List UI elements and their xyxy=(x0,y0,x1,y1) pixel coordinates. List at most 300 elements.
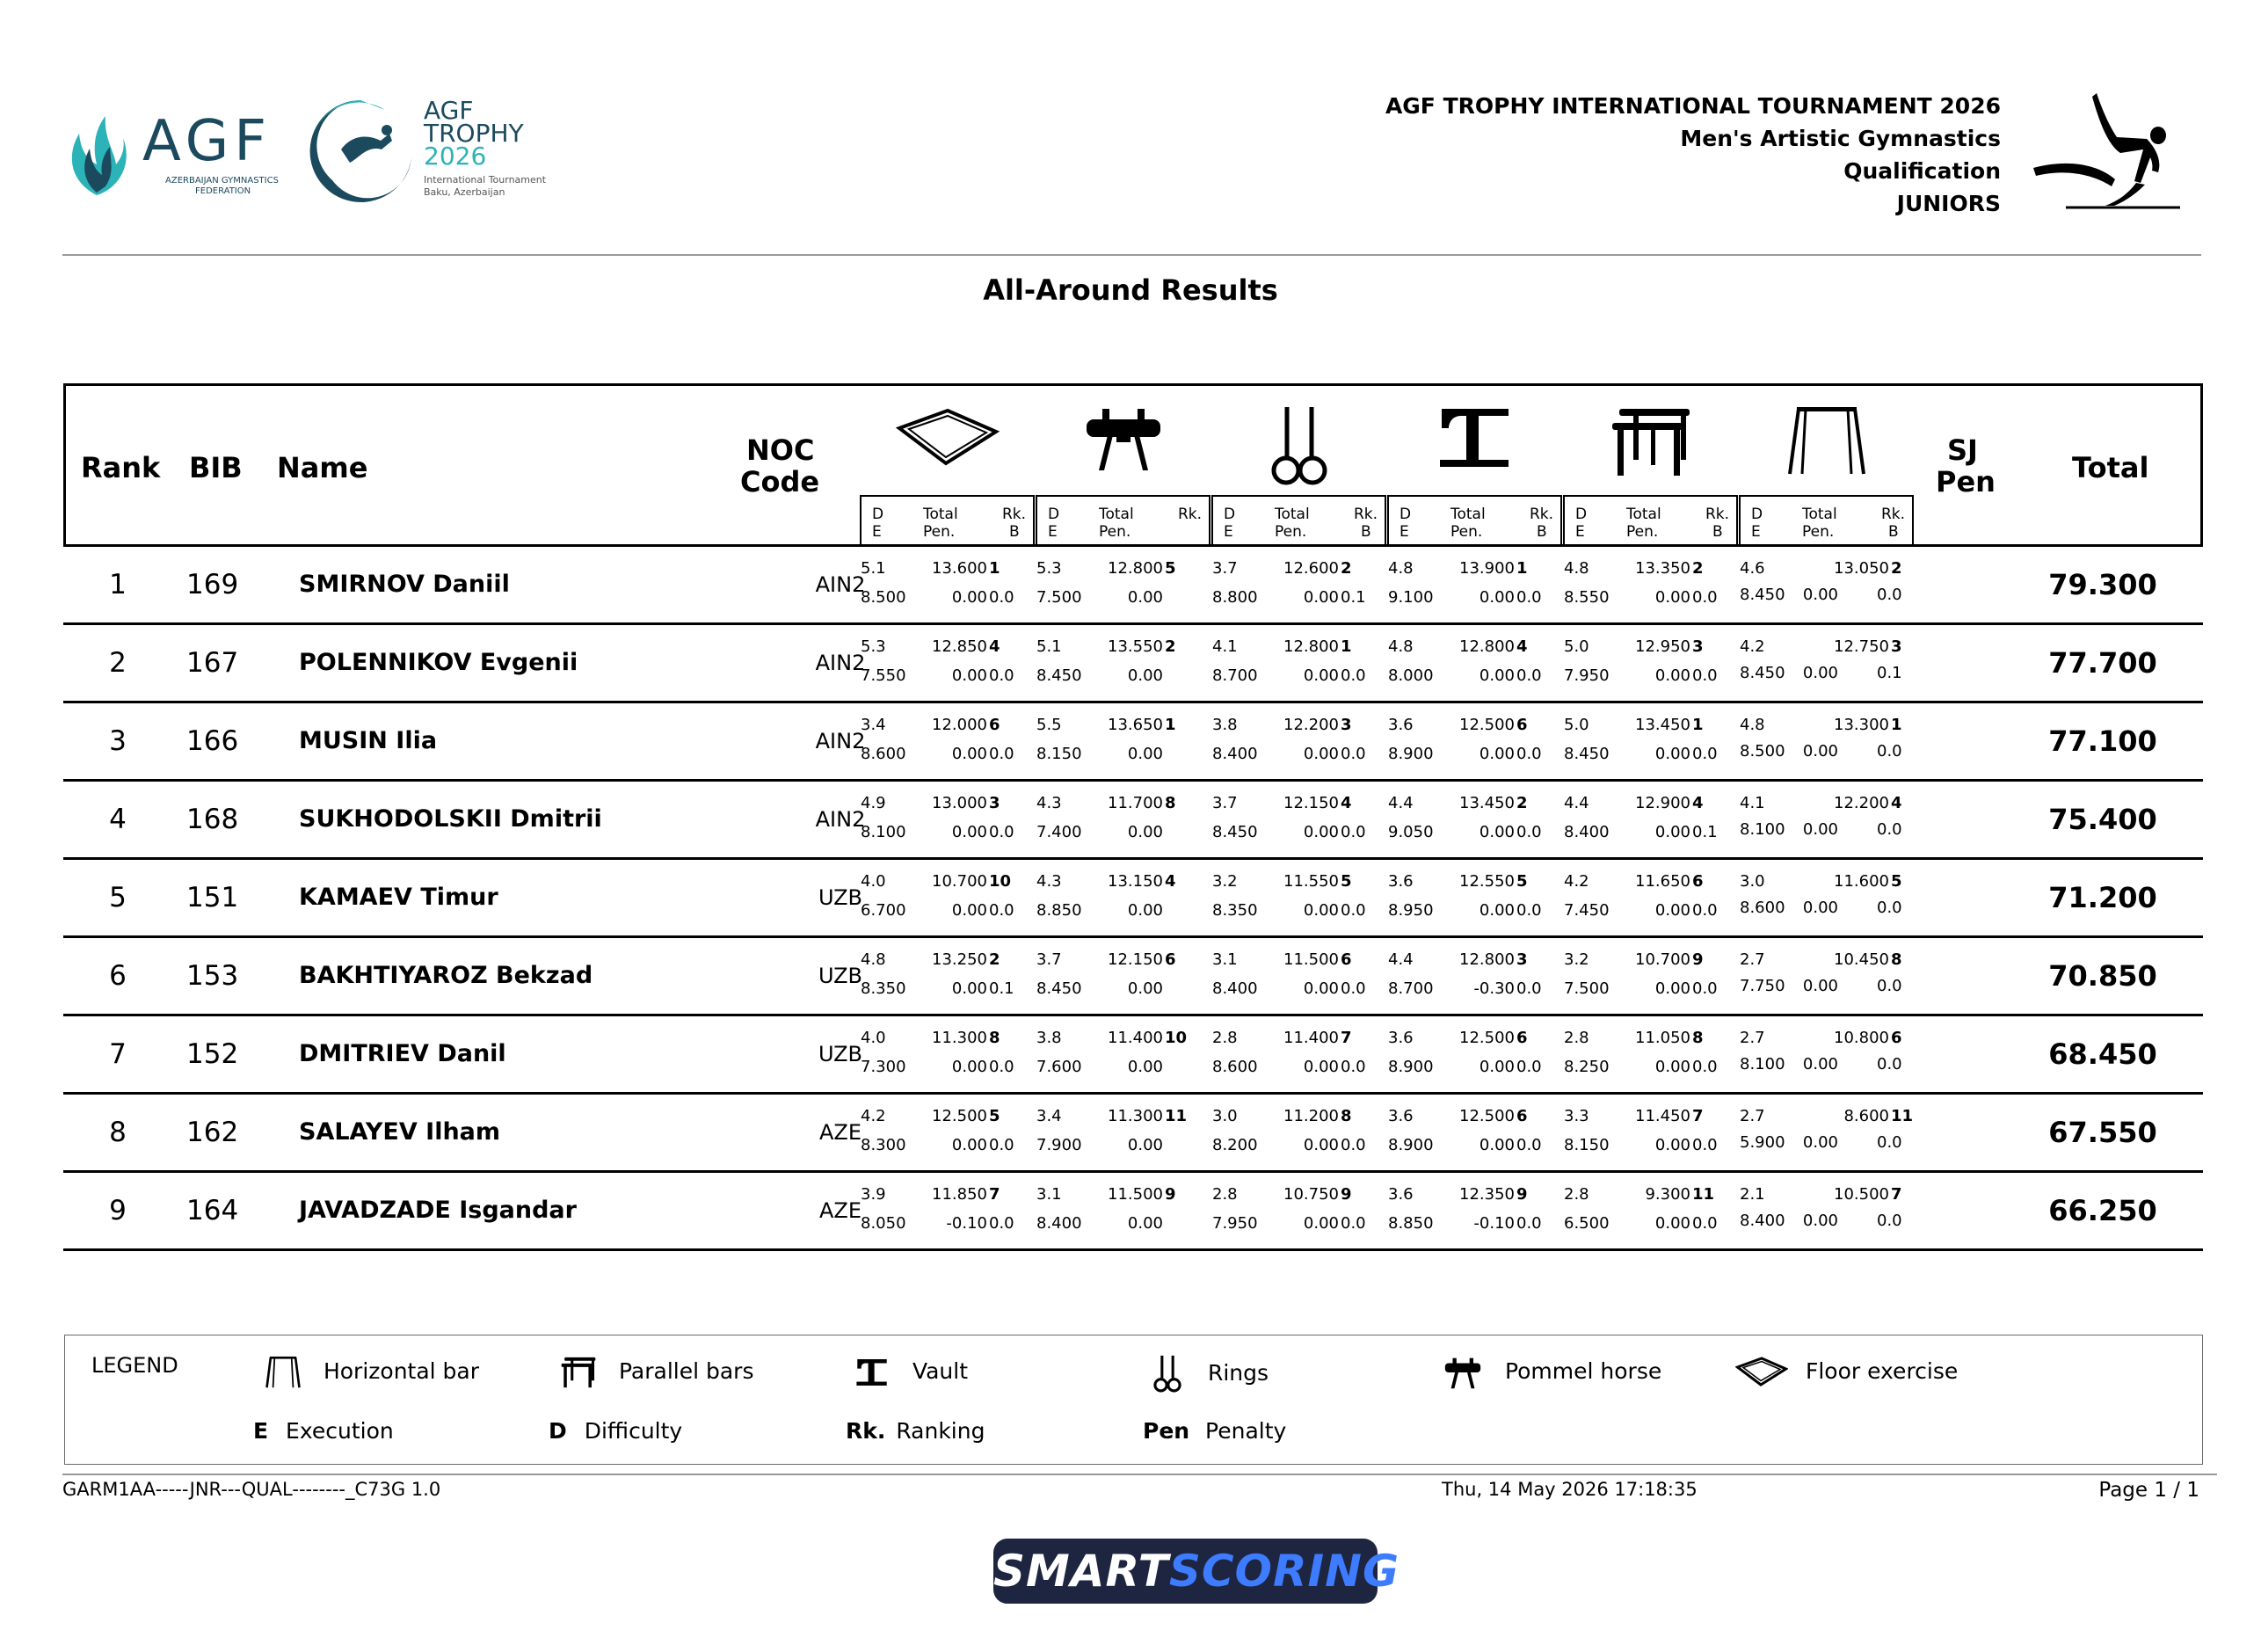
app-total: 13.550 xyxy=(1108,637,1163,656)
legend-floor-exercise-label: Floor exercise xyxy=(1805,1358,1959,1384)
e-score: 8.900 xyxy=(1388,745,1434,763)
bonus: 0.0 xyxy=(1341,979,1366,998)
app-rank: 10 xyxy=(1165,1029,1188,1047)
event-phase: Qualification xyxy=(1843,158,2001,184)
app-header-floor xyxy=(860,386,1035,547)
col-sub-rk: Rk. xyxy=(1705,506,1730,523)
penalty: 0.00 xyxy=(951,1058,987,1076)
apparatus-score xyxy=(857,1095,1032,1170)
apparatus-score xyxy=(1560,782,1735,857)
noc-cell: UZB xyxy=(818,964,863,988)
penalty: 0.00 xyxy=(1127,588,1163,607)
apparatus-score xyxy=(1033,1016,1208,1092)
legend-horizontal-bar-label: Horizontal bar xyxy=(323,1358,480,1384)
bonus: 0.0 xyxy=(989,823,1014,841)
apparatus-score xyxy=(1385,782,1559,857)
legend xyxy=(64,1335,2203,1465)
d-score: 4.6 xyxy=(1740,559,1765,578)
app-total: 12.800 xyxy=(1459,950,1515,969)
penalty: 0.00 xyxy=(951,979,987,998)
agf-trophy-logo xyxy=(306,97,552,211)
app-rank: 8 xyxy=(1165,794,1176,812)
e-score: 8.700 xyxy=(1212,666,1258,685)
app-total: 11.650 xyxy=(1635,872,1690,891)
bib-cell: 167 xyxy=(186,647,239,679)
penalty: 0.00 xyxy=(1127,1136,1163,1154)
e-score: 8.850 xyxy=(1036,901,1082,920)
rank-cell: 4 xyxy=(109,804,127,835)
page-number: Page 1 / 1 xyxy=(2098,1479,2199,1502)
legend-abbrev-pen xyxy=(1143,1418,1286,1444)
agf-logo-text: AGF xyxy=(142,109,273,174)
legend-pommel-horse xyxy=(1442,1355,1661,1390)
pommel-horse-icon xyxy=(1080,404,1167,474)
penalty: 0.00 xyxy=(1127,666,1163,685)
app-total: 10.750 xyxy=(1283,1185,1339,1204)
app-total: 11.200 xyxy=(1283,1107,1339,1125)
app-total: 12.550 xyxy=(1459,872,1515,891)
bonus: 0.1 xyxy=(1341,588,1366,607)
app-total: 11.400 xyxy=(1283,1029,1339,1047)
d-score: 2.1 xyxy=(1740,1185,1765,1204)
legend-abbrev-rk-key: Rk. xyxy=(846,1418,886,1444)
d-score: 3.6 xyxy=(1388,1107,1414,1125)
penalty: 0.00 xyxy=(1654,588,1690,607)
table-row xyxy=(63,1095,2203,1173)
bib-cell: 166 xyxy=(186,725,239,757)
col-sub-d: D xyxy=(1575,506,1588,523)
penalty: 0.00 xyxy=(1654,1214,1690,1233)
smartscoring-logo-part-2: SCORING xyxy=(1168,1546,1400,1597)
penalty: 0.00 xyxy=(951,588,987,607)
d-score: 3.3 xyxy=(1564,1107,1589,1125)
d-score: 2.8 xyxy=(1564,1185,1589,1204)
agf-logo xyxy=(62,107,281,204)
d-score: 2.8 xyxy=(1212,1029,1238,1047)
e-score: 9.100 xyxy=(1388,588,1434,607)
penalty: -0.10 xyxy=(946,1214,987,1233)
legend-vault-label: Vault xyxy=(912,1358,969,1384)
app-header-hbar xyxy=(1739,386,1914,547)
penalty: 0.00 xyxy=(1654,745,1690,763)
d-score: 5.0 xyxy=(1564,637,1589,656)
col-rank: Rank xyxy=(81,451,161,484)
apparatus-score xyxy=(1033,938,1208,1014)
bonus: 0.0 xyxy=(1692,1214,1718,1233)
d-score: 3.8 xyxy=(1036,1029,1062,1047)
app-rank: 11 xyxy=(1165,1107,1188,1125)
apparatus-score xyxy=(1560,547,1735,622)
legend-abbrev-d xyxy=(549,1418,682,1444)
penalty: 0.00 xyxy=(1802,1133,1838,1152)
apparatus-score xyxy=(1385,938,1559,1014)
app-rank: 2 xyxy=(1165,637,1176,656)
athlete-name: SALAYEV Ilham xyxy=(299,1118,501,1146)
apparatus-score xyxy=(1736,1016,1911,1092)
e-score: 8.800 xyxy=(1212,588,1258,607)
col-sub-rk: Rk. xyxy=(1354,506,1378,523)
e-score: 5.900 xyxy=(1740,1133,1785,1152)
col-sub-rk: Rk. xyxy=(1881,506,1906,523)
aa-total: 66.250 xyxy=(2048,1194,2157,1227)
app-rank: 4 xyxy=(1692,794,1704,812)
app-rank: 2 xyxy=(1692,559,1704,578)
col-sub-rk: Rk. xyxy=(1530,506,1554,523)
e-score: 8.450 xyxy=(1212,823,1258,841)
penalty: 0.00 xyxy=(1303,666,1339,685)
d-score: 4.2 xyxy=(1564,872,1589,891)
d-score: 4.0 xyxy=(861,872,886,891)
e-score: 7.750 xyxy=(1740,977,1785,995)
app-total: 10.700 xyxy=(932,872,987,891)
apparatus-score xyxy=(1385,625,1559,701)
e-score: 8.600 xyxy=(1212,1058,1258,1076)
e-score: 7.550 xyxy=(861,666,906,685)
col-sub-d: D xyxy=(1399,506,1412,523)
legend-abbrev-pen-label: Penalty xyxy=(1205,1418,1287,1444)
app-total: 10.500 xyxy=(1834,1185,1889,1204)
e-score: 8.350 xyxy=(861,979,906,998)
app-total: 12.500 xyxy=(1459,1029,1515,1047)
pommel-horse-icon xyxy=(1442,1355,1484,1390)
penalty: 0.00 xyxy=(1802,586,1838,604)
bonus: 0.0 xyxy=(989,588,1014,607)
legend-abbrev-rk xyxy=(846,1418,985,1444)
d-score: 5.5 xyxy=(1036,716,1062,734)
e-score: 9.050 xyxy=(1388,823,1434,841)
e-score: 7.600 xyxy=(1036,1058,1082,1076)
col-noc-2: Code xyxy=(740,465,820,499)
col-sub-b: B xyxy=(1009,523,1020,541)
rings-icon xyxy=(1148,1355,1187,1394)
apparatus-score xyxy=(1560,703,1735,779)
apparatus-score xyxy=(1736,625,1911,701)
apparatus-score xyxy=(1385,1016,1559,1092)
d-score: 3.6 xyxy=(1388,872,1414,891)
table-row xyxy=(63,703,2203,782)
e-score: 8.450 xyxy=(1564,745,1610,763)
bonus: 0.0 xyxy=(1341,666,1366,685)
e-score: 8.950 xyxy=(1388,901,1434,920)
col-sub-e: E xyxy=(1399,523,1409,541)
col-sub-d: D xyxy=(872,506,884,523)
col-sub-pen: Pen. xyxy=(1802,523,1835,541)
legend-title: LEGEND xyxy=(91,1353,178,1378)
e-score: 8.100 xyxy=(861,823,906,841)
bonus: 0.1 xyxy=(1692,823,1718,841)
noc-cell: AIN2 xyxy=(815,572,866,597)
app-total: 11.600 xyxy=(1834,872,1889,891)
penalty: 0.00 xyxy=(1127,1058,1163,1076)
app-rank: 10 xyxy=(989,872,1012,891)
apparatus-score xyxy=(857,625,1032,701)
app-header-rings xyxy=(1211,386,1386,547)
legend-pommel-horse-label: Pommel horse xyxy=(1504,1358,1662,1384)
apparatus-score xyxy=(857,547,1032,622)
floor-exercise-icon xyxy=(1735,1355,1788,1390)
e-score: 8.450 xyxy=(1740,586,1785,604)
d-score: 3.8 xyxy=(1212,716,1238,734)
app-rank: 11 xyxy=(1891,1107,1914,1125)
bonus: 0.0 xyxy=(1692,979,1718,998)
apparatus-score xyxy=(1033,625,1208,701)
noc-cell: UZB xyxy=(818,1042,863,1066)
d-score: 3.6 xyxy=(1388,1029,1414,1047)
e-score: 8.250 xyxy=(1564,1058,1610,1076)
event-discipline: Men's Artistic Gymnastics xyxy=(1680,126,2001,151)
penalty: 0.00 xyxy=(1654,1136,1690,1154)
apparatus-score xyxy=(1736,860,1911,935)
bonus: 0.0 xyxy=(1516,823,1542,841)
col-sub-pen: Pen. xyxy=(1626,523,1659,541)
app-rank: 5 xyxy=(1891,872,1902,891)
report-timestamp: Thu, 14 May 2026 17:18:35 xyxy=(1442,1479,1698,1500)
legend-floor-exercise xyxy=(1735,1355,1958,1390)
penalty: 0.00 xyxy=(1303,588,1339,607)
apparatus-score xyxy=(1385,547,1559,622)
col-sub-total: Total xyxy=(1802,506,1837,523)
app-total: 13.900 xyxy=(1459,559,1515,578)
app-total: 9.300 xyxy=(1645,1185,1690,1204)
app-total: 13.450 xyxy=(1459,794,1515,812)
d-score: 2.7 xyxy=(1740,1029,1765,1047)
bonus: 0.0 xyxy=(1877,1133,1902,1152)
rank-cell: 9 xyxy=(109,1195,127,1226)
e-score: 7.900 xyxy=(1036,1136,1082,1154)
apparatus-score xyxy=(1736,547,1911,622)
page-title: All-Around Results xyxy=(983,273,1278,307)
penalty: 0.00 xyxy=(1479,745,1515,763)
e-score: 8.550 xyxy=(1564,588,1610,607)
apparatus-score xyxy=(857,1016,1032,1092)
e-score: 8.600 xyxy=(861,745,906,763)
aa-total: 71.200 xyxy=(2048,881,2157,914)
penalty: 0.00 xyxy=(1303,745,1339,763)
bib-cell: 168 xyxy=(186,804,239,835)
penalty: 0.00 xyxy=(1479,588,1515,607)
app-total: 10.700 xyxy=(1635,950,1690,969)
bib-cell: 164 xyxy=(186,1195,239,1226)
legend-vault xyxy=(853,1355,968,1390)
d-score: 4.8 xyxy=(1388,559,1414,578)
apparatus-score xyxy=(1033,1095,1208,1170)
e-score: 8.400 xyxy=(1036,1214,1082,1233)
gymnast-silhouette-icon xyxy=(2031,84,2189,212)
penalty: 0.00 xyxy=(1802,820,1838,839)
app-rank: 1 xyxy=(989,559,1000,578)
app-rank: 3 xyxy=(1341,716,1352,734)
app-rank: 3 xyxy=(989,794,1000,812)
table-row xyxy=(63,625,2203,703)
app-rank: 9 xyxy=(1341,1185,1352,1204)
app-total: 13.000 xyxy=(932,794,987,812)
penalty: 0.00 xyxy=(1802,664,1838,682)
app-rank: 2 xyxy=(1516,794,1528,812)
trophy-text-1: AGF xyxy=(424,96,474,125)
app-rank: 2 xyxy=(989,950,1000,969)
bonus: 0.0 xyxy=(1692,1136,1718,1154)
e-score: 8.400 xyxy=(1212,979,1258,998)
event-category: JUNIORS xyxy=(1896,191,2001,216)
app-rank: 4 xyxy=(989,637,1000,656)
app-rank: 6 xyxy=(1516,1107,1528,1125)
apparatus-score xyxy=(1560,1173,1735,1248)
penalty: -0.10 xyxy=(1473,1214,1515,1233)
app-total: 12.500 xyxy=(1459,1107,1515,1125)
app-total: 12.200 xyxy=(1283,716,1339,734)
bib-cell: 153 xyxy=(186,960,239,992)
e-score: 7.450 xyxy=(1564,901,1610,920)
d-score: 3.7 xyxy=(1212,559,1238,578)
floor-exercise-icon xyxy=(895,404,1000,474)
athlete-name: POLENNIKOV Evgenii xyxy=(299,649,578,676)
vault-icon xyxy=(1431,404,1519,474)
col-sub-pen: Pen. xyxy=(1099,523,1131,541)
d-score: 5.1 xyxy=(861,559,886,578)
bonus: 0.0 xyxy=(1516,745,1542,763)
bib-cell: 152 xyxy=(186,1038,239,1070)
app-total: 11.500 xyxy=(1283,950,1339,969)
e-score: 7.950 xyxy=(1564,666,1610,685)
app-rank: 8 xyxy=(989,1029,1000,1047)
noc-cell: AZE xyxy=(818,1198,862,1223)
app-total: 11.700 xyxy=(1108,794,1163,812)
smartscoring-logo xyxy=(993,1539,1400,1604)
app-total: 12.500 xyxy=(1459,716,1515,734)
e-score: 8.400 xyxy=(1212,745,1258,763)
app-total: 12.750 xyxy=(1834,637,1889,656)
app-total: 12.200 xyxy=(1834,794,1889,812)
rings-icon xyxy=(1255,404,1343,491)
col-sj-1: SJ xyxy=(1947,433,1978,467)
apparatus-score xyxy=(1560,1095,1735,1170)
col-sub-b: B xyxy=(1712,523,1723,541)
bonus: 0.0 xyxy=(989,745,1014,763)
app-rank: 4 xyxy=(1341,794,1352,812)
table-row xyxy=(63,547,2203,625)
d-score: 2.8 xyxy=(1564,1029,1589,1047)
penalty: 0.00 xyxy=(1303,1136,1339,1154)
d-score: 4.3 xyxy=(1036,872,1062,891)
penalty: 0.00 xyxy=(1479,901,1515,920)
app-rank: 1 xyxy=(1516,559,1528,578)
app-total: 12.150 xyxy=(1108,950,1163,969)
apparatus-score xyxy=(1385,860,1559,935)
noc-cell: AIN2 xyxy=(815,651,866,675)
d-score: 4.8 xyxy=(861,950,886,969)
app-total: 10.800 xyxy=(1834,1029,1889,1047)
trophy-text-3: 2026 xyxy=(424,142,487,171)
col-sub-rk: Rk. xyxy=(1178,506,1203,523)
e-score: 8.350 xyxy=(1212,901,1258,920)
bonus: 0.0 xyxy=(1877,586,1902,604)
app-rank: 1 xyxy=(1891,716,1902,734)
penalty: 0.00 xyxy=(1802,1055,1838,1073)
e-score: 8.300 xyxy=(861,1136,906,1154)
app-total: 13.650 xyxy=(1108,716,1163,734)
penalty: 0.00 xyxy=(951,666,987,685)
vault-icon xyxy=(853,1355,891,1390)
app-rank: 9 xyxy=(1516,1185,1528,1204)
app-rank: 3 xyxy=(1891,637,1902,656)
app-rank: 1 xyxy=(1165,716,1176,734)
d-score: 4.8 xyxy=(1740,716,1765,734)
d-score: 3.0 xyxy=(1212,1107,1238,1125)
bonus: 0.0 xyxy=(1692,901,1718,920)
col-sj-2: Pen xyxy=(1936,465,1996,499)
parallel-bars-icon xyxy=(1607,404,1695,483)
penalty: 0.00 xyxy=(1479,1136,1515,1154)
app-total: 11.400 xyxy=(1108,1029,1163,1047)
athlete-name: DMITRIEV Danil xyxy=(299,1040,506,1067)
d-score: 3.6 xyxy=(1388,1185,1414,1204)
smartscoring-logo-part-1: SMART xyxy=(993,1546,1169,1597)
bib-cell: 162 xyxy=(186,1117,239,1148)
noc-cell: AZE xyxy=(818,1120,862,1145)
e-score: 8.150 xyxy=(1036,745,1082,763)
aa-total: 77.700 xyxy=(2048,646,2157,680)
apparatus-score xyxy=(1209,1095,1384,1170)
penalty: 0.00 xyxy=(1802,977,1838,995)
table-row xyxy=(63,1173,2203,1251)
athlete-name: JAVADZADE Isgandar xyxy=(299,1197,577,1224)
aa-total: 79.300 xyxy=(2048,568,2157,601)
app-total: 12.800 xyxy=(1108,559,1163,578)
apparatus-score xyxy=(1560,938,1735,1014)
d-score: 2.7 xyxy=(1740,950,1765,969)
trophy-swirl-icon xyxy=(306,97,416,207)
bonus: 0.0 xyxy=(1516,1136,1542,1154)
app-rank: 8 xyxy=(1341,1107,1352,1125)
penalty: 0.00 xyxy=(1802,742,1838,761)
trophy-text-2: TROPHY xyxy=(424,119,524,148)
d-score: 4.1 xyxy=(1740,794,1765,812)
bonus: 0.0 xyxy=(989,1136,1014,1154)
bonus: 0.0 xyxy=(1341,745,1366,763)
e-score: 8.500 xyxy=(861,588,906,607)
bonus: 0.0 xyxy=(1516,901,1542,920)
app-total: 13.300 xyxy=(1834,716,1889,734)
app-rank: 6 xyxy=(1341,950,1352,969)
apparatus-score xyxy=(857,703,1032,779)
e-score: 8.100 xyxy=(1740,1055,1785,1073)
apparatus-score xyxy=(1209,938,1384,1014)
d-score: 4.2 xyxy=(861,1107,886,1125)
penalty: 0.00 xyxy=(1303,1214,1339,1233)
d-score: 4.0 xyxy=(861,1029,886,1047)
e-score: 8.200 xyxy=(1212,1136,1258,1154)
penalty: 0.00 xyxy=(1802,899,1838,917)
penalty: 0.00 xyxy=(1654,666,1690,685)
e-score: 7.400 xyxy=(1036,823,1082,841)
bonus: 0.0 xyxy=(1516,1214,1542,1233)
bonus: 0.0 xyxy=(1692,1058,1718,1076)
col-sub-e: E xyxy=(1575,523,1585,541)
app-total: 13.450 xyxy=(1635,716,1690,734)
d-score: 3.1 xyxy=(1212,950,1238,969)
app-rank: 8 xyxy=(1692,1029,1704,1047)
app-header-vault xyxy=(1387,386,1562,547)
apparatus-score xyxy=(1560,860,1735,935)
bonus: 0.0 xyxy=(1877,899,1902,917)
apparatus-score xyxy=(1209,1173,1384,1248)
apparatus-score xyxy=(1385,703,1559,779)
bonus: 0.0 xyxy=(1516,666,1542,685)
app-rank: 4 xyxy=(1516,637,1528,656)
penalty: 0.00 xyxy=(1479,1058,1515,1076)
trophy-sub-2: Baku, Azerbaijan xyxy=(424,186,505,198)
penalty: 0.00 xyxy=(951,1136,987,1154)
